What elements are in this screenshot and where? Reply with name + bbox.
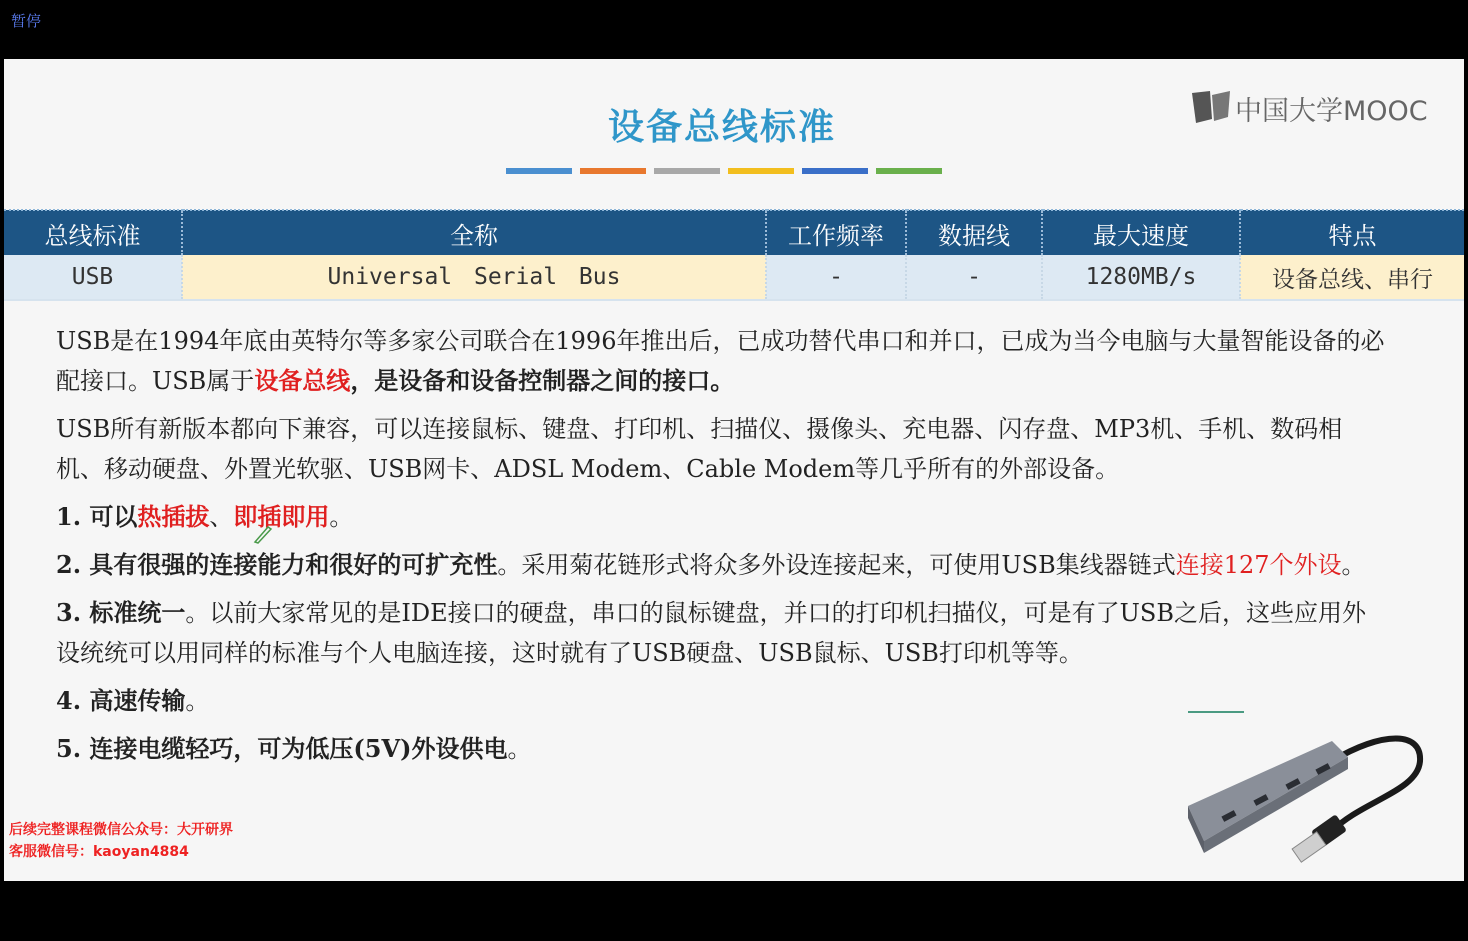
text: 。 [1341,551,1366,579]
table-header-row [4,210,1464,255]
list-item [56,593,1386,673]
table-header: 全称 [182,210,766,255]
watermark-line: 客服微信号：kaoyan4884 [9,844,189,860]
table-cell: - [766,255,906,300]
usb-hub-image [1182,721,1432,871]
slide-content [56,321,1386,769]
pen-annotation-icon [252,523,274,545]
text: 。以前大家常见的是IDE接口的硬盘，串口的鼠标键盘，并口的打印机扫描仪，可是有了USB之后，这些应用外设统统可以用同样的标准与个人电脑连接，这时就有了USB硬盘、USB鼠标、USB打印机等等。 [56,599,1366,667]
text: 。 [185,687,210,715]
color-bar [506,168,572,174]
slide-title: 设备总线标准 [607,107,836,148]
table-cell: 设备总线、串行 [1240,255,1464,300]
list-item [56,681,1386,721]
pause-button[interactable]: 暂停 [11,12,42,30]
text: ，是设备和设备控制器之间的接口。 [350,366,735,395]
color-bar [728,168,794,174]
logo-text: 中国大学MOOC [1235,96,1428,127]
table-header: 工作频率 [766,210,906,255]
bus-standard-table [4,209,1464,301]
pen-underline [1188,711,1244,713]
highlight-text: 即插即用 [233,502,330,531]
color-bar [580,168,646,174]
highlight-text: 连接127个外设 [1175,551,1342,579]
text: 1. 可以 [56,502,138,531]
highlight-text: 设备总线 [254,366,351,395]
list-item [56,545,1386,585]
text: 2. 具有很强的连接能力和很好的可扩充性 [56,550,498,579]
paragraph-compatibility: USB所有新版本都向下兼容，可以连接鼠标、键盘、打印机、扫描仪、摄像头、充电器、闪存盘、MP3机、手机、数码相机、移动硬盘、外置光软驱、USB网卡、ADSL Modem、Cable Modem等几乎所有的外部设备。 [56,415,1343,483]
table-header: 总线标准 [4,210,182,255]
watermark-line: 后续完整课程微信公众号：大开研界 [9,822,233,838]
text: 、 [209,503,234,531]
text: 4. 高速传输 [56,686,186,715]
highlight-text: 热插拔 [137,502,210,531]
table-row [4,255,1464,300]
color-bar [802,168,868,174]
paragraph-usb-intro [56,321,1386,401]
table-cell: 1280MB/s [1042,255,1240,300]
table-header: 特点 [1240,210,1464,255]
table-cell: Universal Serial Bus [182,255,766,300]
text: 。 [329,503,354,531]
text: 。采用菊花链形式将众多外设连接起来，可使用USB集线器链式 [497,551,1176,579]
table-cell: - [906,255,1042,300]
text: 。 [507,735,532,763]
color-bar [654,168,720,174]
text: 5. 连接电缆轻巧，可为低压(5V)外设供电 [56,734,508,763]
table-header: 最大速度 [1042,210,1240,255]
book-icon [1192,89,1232,123]
color-bar [876,168,942,174]
text: USB是在1994年底由英特尔等多家公司联合在1996年推出后，已成功替代串口和并口，已成为当今电脑与大量智能设备的必配接口。USB属于 [56,327,1385,395]
table-header: 数据线 [906,210,1042,255]
watermark [9,819,233,863]
table-cell: USB [4,255,182,300]
text: 3. 标准统一 [56,598,186,627]
slide [4,59,1464,881]
